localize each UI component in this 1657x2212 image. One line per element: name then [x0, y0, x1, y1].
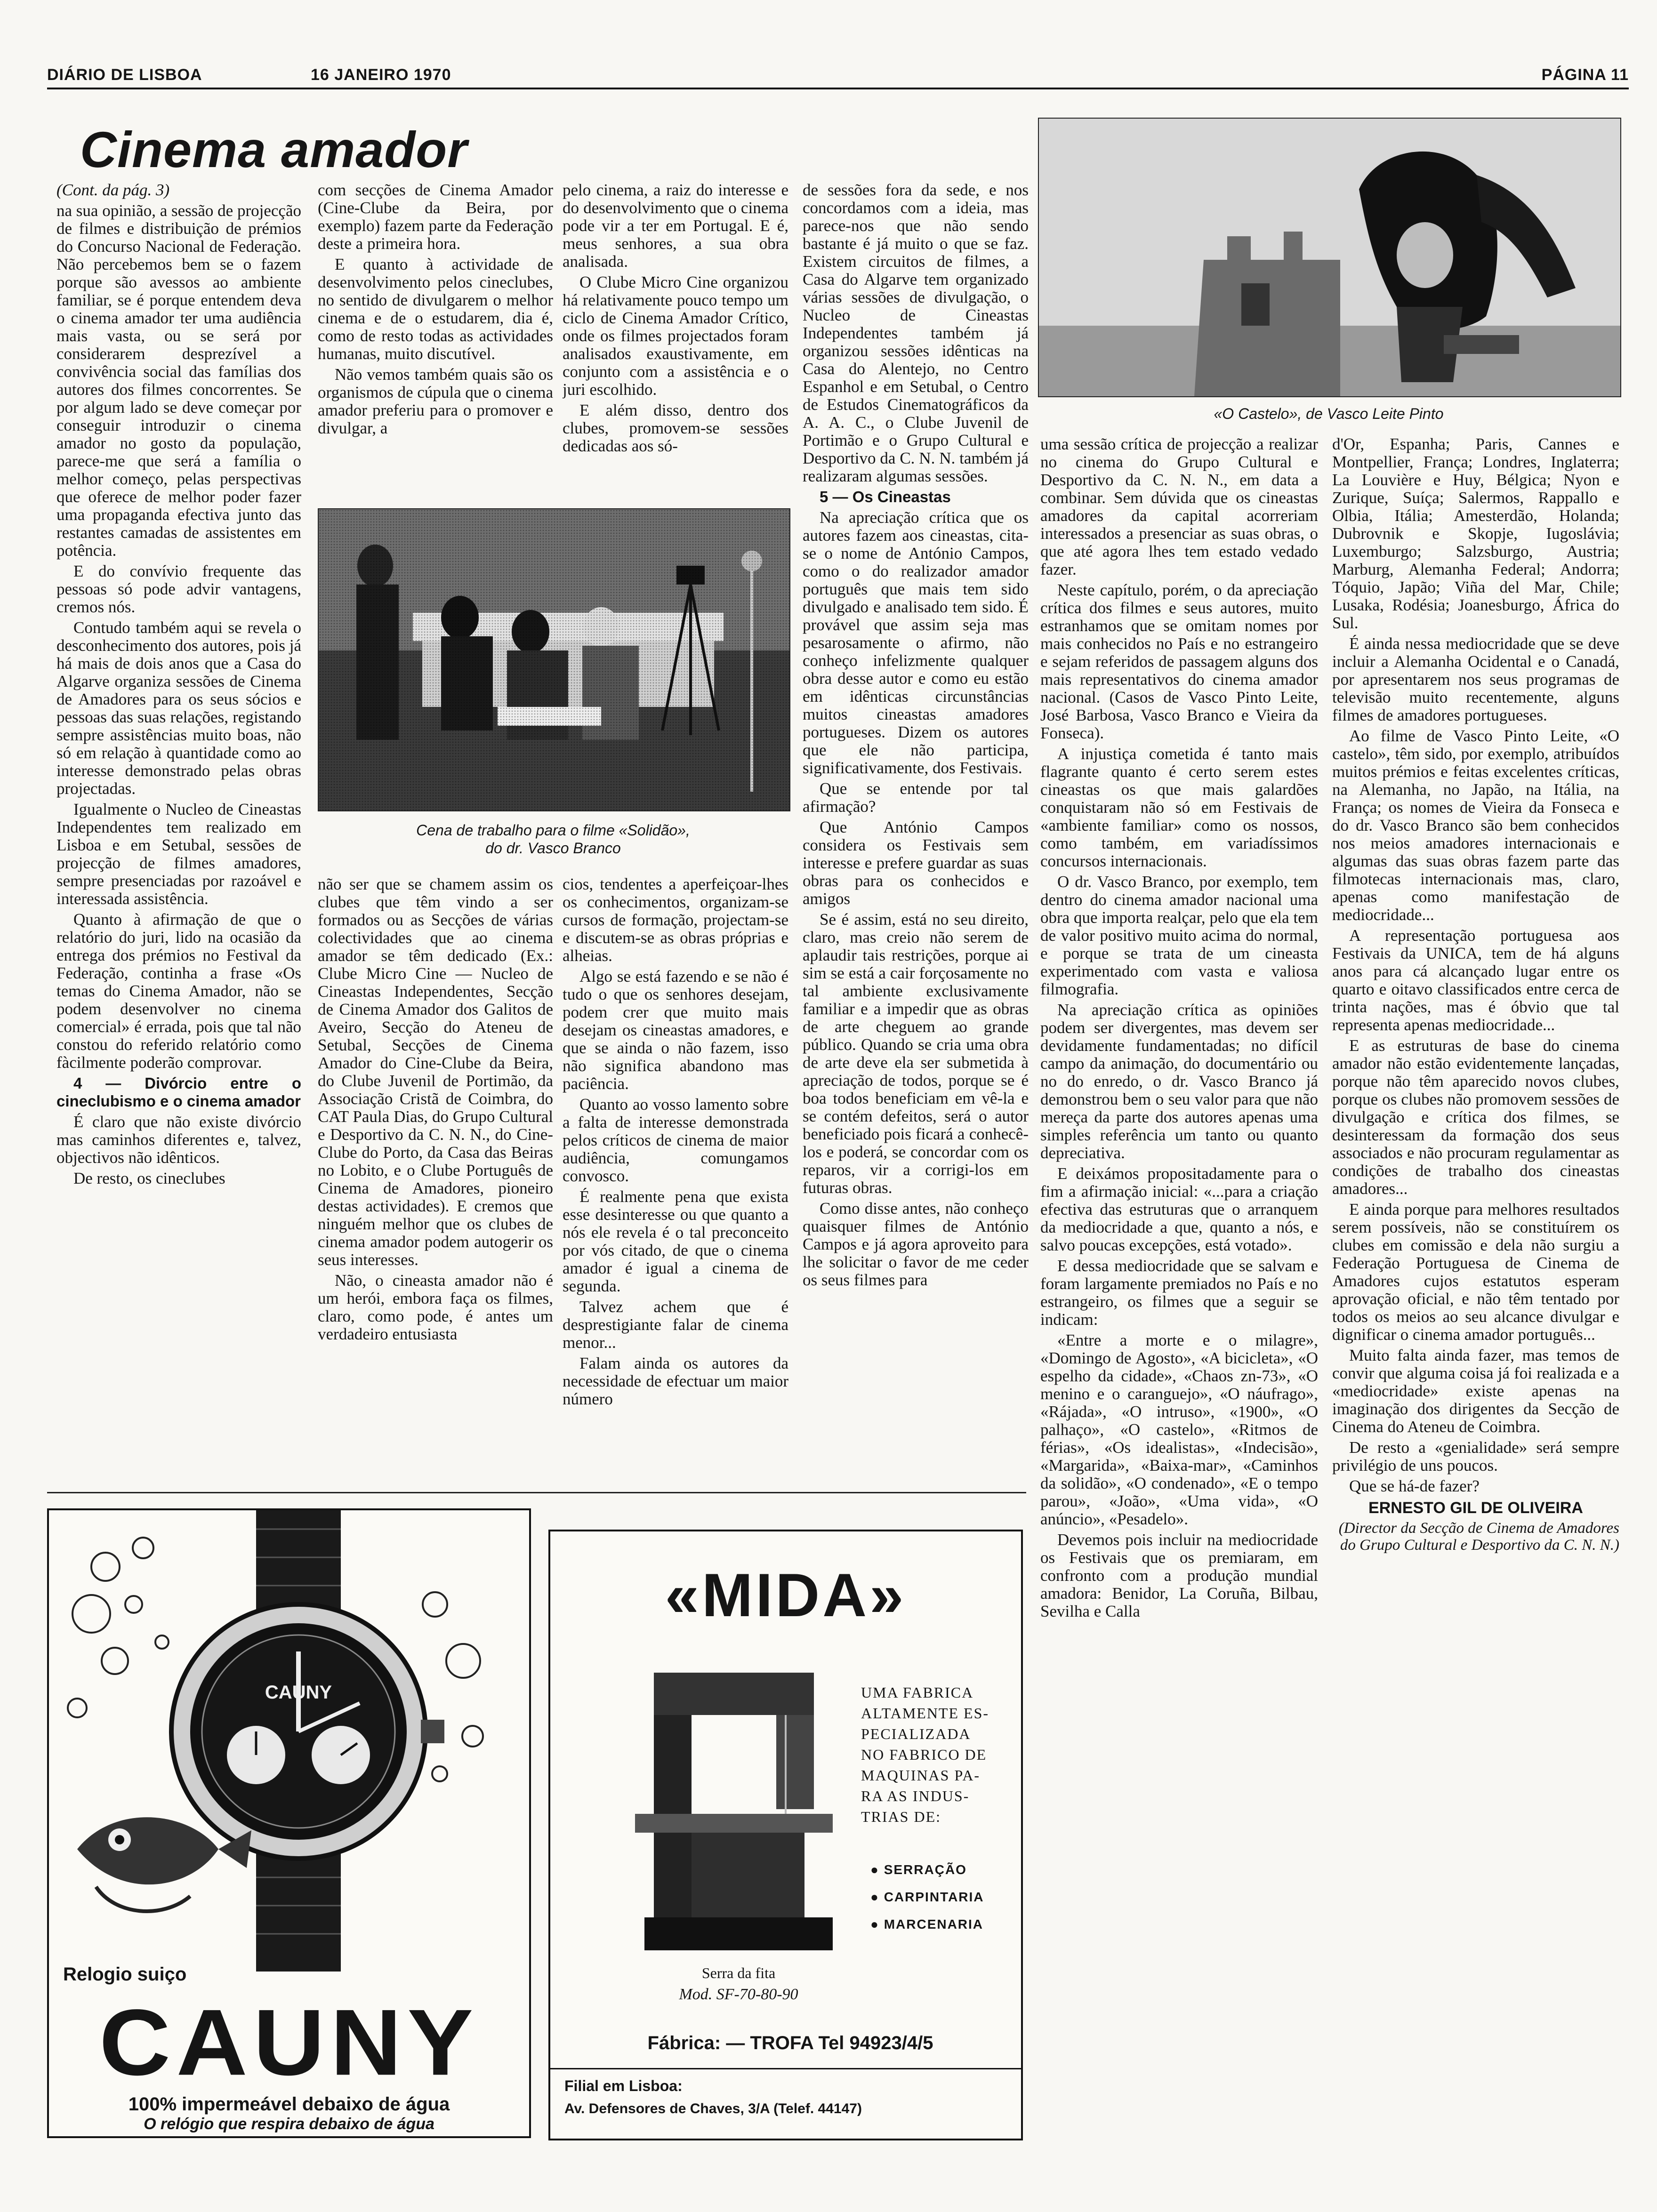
caption-line: do dr. Vasco Branco — [485, 840, 621, 857]
photo-film-set-image — [319, 509, 789, 810]
paragraph: Na apreciação crítica que os autores fazem aos cineastas, cita-se o nome de António Campos, como o do realizador amador português que mais tem sido divulgado e analisado tem sido. É provável que assim seja mas pesarosamente o afirmo, não conheço infelizmente qualquer obra desse autor e como eu estão em idênticas circunstâncias muitos cineastas amadores portugueses. Dizem os autores que ele não participa, significativamente, dos Festivais. — [803, 508, 1029, 777]
mida-description-line: PECIALIZADA — [861, 1725, 971, 1742]
cauny-headline: Relogio suiço — [58, 1962, 191, 1987]
mida-description — [861, 1682, 1012, 1827]
mida-divider — [550, 2068, 1021, 2069]
article-column-3-bottom — [563, 875, 788, 1485]
article-column-6 — [1332, 435, 1619, 2148]
list-item: ● CARPINTARIA — [870, 1890, 984, 1904]
paragraph: Muito falta ainda fazer, mas temos de convir que alguma coisa já foi realizada e a «mediocridade» existe apenas na imaginação dos dirigentes da Secção de Cinema do Ateneu de Coimbra. — [1332, 1346, 1619, 1436]
paragraph: uma sessão crítica de projecção a realizar no cinema do Grupo Cultural e Desportivo da C. N. N., em data a combinar. Sem dúvida que os cineastas amadores da capital acorreriam interessados a presenciar as suas obras, o que até agora lhes tem estado vedado fazer. — [1040, 435, 1318, 578]
ads-separator — [47, 1492, 1026, 1493]
paragraph: de sessões fora da sede, e nos concordamos com a ideia, mas parece-nos que não sendo bastante é já muito o que se faz. Existem circuitos de filmes, a Casa do Algarve tem organizado várias sessões de divulgação, o Nucleo de Cineastas Independentes também já organizou sessões idênticas na Casa do Alentejo, no Centro Espanhol e em Setubal, o Centro de Estudos Cinematográficos da A. A. C., o Clube Juvenil de Portimão e o Grupo Cultural e Desportivo da C. N. N. também já realizaram algumas sessões. — [803, 181, 1029, 485]
paragraph: Igualmente o Nucleo de Cineastas Independentes tem realizado em Lisboa e em Setubal, sessões de projecção de filmes amadores, sempre presenciadas por razoável e interessada assistência. — [56, 800, 301, 908]
paragraph: De resto, os cineclubes — [73, 1169, 225, 1187]
paragraph: Falam ainda os autores da necessidade de efectuar um maior número — [563, 1354, 788, 1408]
paragraph: E deixámos propositadamente para o fim a afirmação inicial: «...para a criação efectiva das estruturas que o arranquem da mediocridade a que, quanto a nós, e salvo poucas excepções, está votado». — [1040, 1164, 1318, 1254]
paragraph: Contudo também aqui se revela o desconhecimento dos autores, pois já há mais de dois anos que a Casa do Algarve organiza sessões de Cinema de Amadores para os seus sócios e pessoas das suas relações, registando sempre assistências muito boas, não só em relação à quantidade como ao interesse demonstrado pelas obras projectadas. — [56, 618, 301, 798]
article-column-3-top — [563, 181, 788, 501]
photo-o-castelo — [1038, 118, 1621, 397]
paragraph: Talvez achem que é desprestigiante falar de cinema menor... — [563, 1298, 788, 1352]
mida-description-line: TRIAS DE: — [861, 1808, 941, 1825]
newspaper-name: DIÁRIO DE LISBOA — [47, 66, 202, 84]
paragraph: É claro que não existe divórcio mas caminhos diferentes e, talvez, objectivos não idênticos. — [56, 1113, 301, 1167]
article-column-2-top — [318, 181, 553, 501]
article-column-2-bottom — [318, 875, 553, 1485]
bandsaw-machine-illustration — [635, 1673, 852, 1955]
mida-machine-model: Mod. SF-70-80-90 — [679, 1986, 798, 2003]
photo-film-set-caption — [318, 821, 788, 857]
paragraph: na sua opinião, a sessão de projecção de filmes e distribuição de prémios do Concurso Nacional de Federação. Não percebemos bem se o fazem porque são avessos ao ambiente familiar, se é porque entendem deva o cinema amador ter uma audiência mais vasta, ou se será por considerarem desprezível a convivência social das famílias dos autores dos filmes concorrentes. Se por algum lado se deve começar por conseguir introduzir o cinema amador no gosto da população, parece-me que será a família o melhor começo, pelas perspectivas que oferece de melhor poder fazer uma propaganda efectiva junto das restantes camadas de assistentes em potência. — [56, 201, 301, 560]
paragraph: Ao filme de Vasco Pinto Leite, «O castelo», têm sido, por exemplo, atribuídos muitos prémios e feitas excelentes críticas, na Alemanha, no Japão, na Itália, na França; os nomes de Vieira da Fonseca e do dr. Vasco Branco são bem conhecidos nos meios amadores internacionais e algumas das suas obras fazem parte das filmotecas internacionais mas, claro, apenas como manifestação de mediocridade... — [1332, 727, 1619, 924]
paragraph: A representação portuguesa aos Festivais da UNICA, tem de há alguns anos para cá alcançado lugar entre os quarto e oitavo classificados entre cerca de trinta nações, mas é óbvio que tal representa apenas mediocridade... — [1332, 926, 1619, 1034]
paragraph: «Entre a morte e o milagre», «Domingo de Agosto», «A bicicleta», «O espelho da cidade», «Chaos zn-73», «O menino e o caranguejo», «O náufrago», «Rájada», «O intruso», «1900», «O palhaço», «O castelo», «Ritmos de férias», «Os idealistas», «Indecisão», «Margarida», «Baixa-mar», «Caminhos da solidão», «O condenado», «E o tempo parou», «João», «Uma vida», «O anúncio», «Pesadelo». — [1040, 1331, 1318, 1528]
caption-line: Cena de trabalho para o filme «Solidão», — [416, 822, 690, 839]
paragraph: E ainda porque para melhores resultados serem possíveis, não se constituírem os clubes em comissão e dela não surgiu a Federação Portuguesa de Cinema de Amadores cujos estatutos esperam aprovação oficial, e não têm tentado por todos os meios ao seu alcance divulgar e dignificar o cinema amador português... — [1332, 1200, 1619, 1344]
paragraph: Que António Campos considera os Festivais sem interesse e prefere guardar as suas obras para os conhecidos e amigos — [803, 818, 1029, 908]
watch-dial-brand: CAUNY — [265, 1682, 332, 1703]
mida-description-line: RA AS INDUS- — [861, 1787, 970, 1804]
header-rule — [47, 88, 1629, 89]
paragraph: não ser que se chamem assim os clubes que têm vindo a ser formados ou as Secções de várias colectividades que ao cinema amador se têm dedicado (Ex.: Clube Micro Cine — Nucleo de Cineastas Independentes, Secção de Cinema Amador dos Galitos de Aveiro, Secção do Ateneu de Setubal, Secções de Cinema Amador do Cine-Clube da Beira, do Clube Juvenil de Portimão, da Associação Cristã de Coimbra, do CAT Paula Dias, do Grupo Cultural e Desportivo da C. N. N., do Cine-Clube do Porto, da Casa das Beiras no Lobito, e o Clube Português de Cinema de Amadores, pioneiro destas actividades). E cremos que ninguém melhor que os clubes de cinema amador podem autogerir os seus interesses. — [318, 875, 553, 1269]
paragraph: Não vemos também quais são os organismos de cúpula que o cinema amador preferiu para o promover e divulgar, a — [318, 365, 553, 437]
photo-o-castelo-image — [1039, 119, 1620, 396]
paragraph: Algo se está fazendo e se não é tudo o que os senhores desejam, podem crer que muito mais desejam os cineastas amadores, e que se ainda o não fazem, isso não significa abandono mas paciência. — [563, 967, 788, 1093]
cauny-advertisement — [47, 1508, 531, 2138]
paragraph: De resto a «genialidade» será sempre privilégio de uns poucos. — [1332, 1438, 1619, 1475]
mida-description-line: MAQUINAS PA- — [861, 1767, 981, 1784]
paragraph: com secções de Cinema Amador (Cine-Clube da Beira, por exemplo) fazem parte da Federação deste a primeira hora. — [318, 181, 553, 253]
page-number: PÁGINA 11 — [1541, 66, 1629, 84]
article-column-4 — [803, 181, 1029, 1485]
paragraph: E além disso, dentro dos clubes, promovem-se sessões dedicadas aos só- — [563, 401, 788, 455]
paragraph: Não, o cineasta amador não é um herói, embora faça os filmes, claro, como pode, é antes um verdadeiro entusiasta — [318, 1271, 553, 1343]
mida-machine-name: Serra da fita — [701, 1964, 776, 1981]
mida-description-line: UMA FABRICA — [861, 1684, 974, 1701]
cauny-watch-illustration — [49, 1510, 529, 1972]
cauny-brand-logo: CAUNY — [99, 1989, 479, 2095]
paragraph: cios, tendentes a aperfeiçoar-lhes os conhecimentos, organizam-se cursos de formação, projectam-se e discutem-se as obras próprias e alheias. — [563, 875, 788, 965]
paragraph: Neste capítulo, porém, o da apreciação crítica dos filmes e seus autores, muito estranhamos que se omitam nomes por mais conhecidos no País e no estrangeiro e sejam referidos de passagem alguns dos mais representativos do cinema amador nacional. (Casos de Vasco Pinto Leite, José Barbosa, Vasco Branco e Vieira da Fonseca). — [1040, 581, 1318, 742]
list-item: ● SERRAÇÃO — [870, 1862, 967, 1877]
mida-description-line: ALTAMENTE ES- — [861, 1705, 989, 1722]
paragraph: E quanto à actividade de desenvolvimento pelos cineclubes, no sentido de divulgarem o melhor cinema e de o estudarem, dia é, como de resto todas as actividades humanas, muito discutível. — [318, 255, 553, 363]
paragraph: Na apreciação crítica as opiniões podem ser divergentes, mas devem ser devidamente fundamentadas; no difícil campo da animação, do documentário ou no do enredo, o dr. Vasco Branco já demonstrou bem o seu valor para que não mereça da parte dos autores apenas uma simples referência um tanto ou quanto depreciativa. — [1040, 1001, 1318, 1162]
mida-advertisement — [548, 1530, 1023, 2140]
paragraph: Se é assim, está no seu direito, claro, mas creio não serem de aplaudir tais restrições, porque ai sim se está a cair forçosamente no tal ambiente exclusivamente familiar e a impedir que as obras de arte cheguem ao grande público. Quando se cria uma obra de arte deve ela ser submetida à apreciação de todos, porque se é boa todos beneficiam em vê-la e se contém defeitos, será o autor beneficiado pois ficará a conhecê-los e poderá, se concordar com os reparos, vir a corrigi-los em futuras obras. — [803, 910, 1029, 1197]
mida-branch-label: Filial em Lisboa: — [564, 2077, 683, 2094]
section-heading-4: 4 — Divórcio entre o cineclubismo e o cinema amador — [56, 1074, 301, 1110]
paragraph: pelo cinema, a raiz do interesse e do desenvolvimento que o cinema pode vir a ter em Portugal. E é, meus senhores, a sua obra analisada. — [563, 181, 788, 271]
author-role: (Director da Secção de Cinema de Amadores do Grupo Cultural e Desportivo da C. N. N.) — [1338, 1520, 1619, 1554]
photo-o-castelo-caption: «O Castelo», de Vasco Leite Pinto — [1214, 405, 1444, 422]
paragraph: É realmente pena que exista esse desinteresse ou que quanto a nós ele revela é o tal preconceito por vós citado, de que o cinema amador é igual a cinema de segunda. — [563, 1187, 788, 1295]
article-column-5 — [1040, 435, 1318, 2148]
cauny-waterproof-line: 100% impermeável debaixo de água — [128, 2094, 450, 2115]
paragraph: A injustiça cometida é tanto mais flagrante quanto é certo serem estes cineastas os que mais galardões conquistaram não só em Festivais de «ambiente familiar» como os nossos, como também, em variadíssimos concursos internacionais. — [1040, 745, 1318, 870]
cauny-tagline: O relógio que respira debaixo de água — [144, 2115, 434, 2133]
paragraph: E do convívio frequente das pessoas só pode advir vantagens, cremos nós. — [56, 562, 301, 616]
mida-industries-list — [870, 1856, 1012, 1938]
photo-film-set — [318, 508, 790, 811]
paragraph: O dr. Vasco Branco, por exemplo, tem dentro do cinema amador nacional uma obra que importa realçar, pelo que ela tem de valor positivo muito acima do normal, e porque se trata de um cineasta experimentado com vasta e valiosa filmografia. — [1040, 873, 1318, 998]
paragraph: E as estruturas de base do cinema amador não estão evidentemente lançadas, porque não têm aparecido novos clubes, porque os clubes não promovem sessões de divulgação e crítica dos filmes, se desinteressam da formação dos seus associados e não procuram regulamentar as condições de trabalho dos cineastas amadores... — [1332, 1036, 1619, 1198]
issue-date: 16 JANEIRO 1970 — [311, 66, 451, 84]
mida-factory-line: Fábrica: — TROFA Tel 94923/4/5 — [647, 2033, 933, 2053]
paragraph: Que se há-de fazer? — [1349, 1477, 1480, 1495]
mida-brand: «MIDA» — [665, 1561, 907, 1629]
article-title: Cinema amador — [80, 121, 468, 178]
mida-branch-address: Av. Defensores de Chaves, 3/A (Telef. 44147) — [564, 2101, 862, 2116]
paragraph: É ainda nessa mediocridade que se deve incluir a Alemanha Ocidental e o Canadá, por apresentarem nos seus programas de televisão muito recentemente, alguns filmes de amadores portugueses. — [1332, 634, 1619, 724]
list-item: ● MARCENARIA — [870, 1917, 984, 1931]
mida-description-line: NO FABRICO DE — [861, 1746, 987, 1763]
paragraph: Quanto à afirmação de que o relatório do juri, lido na ocasião da entrega dos prémios no Festival da Federação, continha a frase «Os temas do Cinema Amador, não se podem desenvolver no cinema comercial» é errada, pois que tal não constou do referido relatório como fàcilmente poderão comprovar. — [56, 910, 301, 1072]
paragraph: E dessa mediocridade que se salvam e foram largamente premiados no País e no estrangeiro, os filmes que a seguir se indicam: — [1040, 1257, 1318, 1329]
section-heading-5: 5 — Os Cineastas — [820, 488, 951, 505]
article-column-1 — [56, 181, 301, 1485]
page-header — [47, 66, 1629, 94]
paragraph: d'Or, Espanha; Paris, Cannes e Montpellier, França; Londres, Inglaterra; La Louvière e Huy, Bélgica; Nyon e Zurique, Suíça; Salermos, Rappallo e Olbia, Itália; Amesterdão, Holanda; Dubrovnik e Skopje, Iugoslávia; Luxemburgo; Salzsburgo, Austria; Marburg, Alemanha Federal; Andorra; Tóquio, Japão; Viña del Mar, Chile; Lusaka, Rodésia; Joanesburgo, África do Sul. — [1332, 435, 1619, 632]
paragraph: Quanto ao vosso lamento sobre a falta de interesse demonstrada pelos críticos de cinema de maior audiência, comungamos convosco. — [563, 1095, 788, 1185]
author-signature: ERNESTO GIL DE OLIVEIRA — [1368, 1499, 1583, 1517]
paragraph: Devemos pois incluir na mediocridade os Festivais que os premiaram, em confronto com a produção mundial amadora: Benidor, La Coruña, Bilbau, Sevilha e Calla — [1040, 1531, 1318, 1620]
paragraph: Que se entende por tal afirmação? — [803, 779, 1029, 816]
continuation-note: (Cont. da pág. 3) — [56, 181, 170, 199]
paragraph: O Clube Micro Cine organizou há relativamente pouco tempo um ciclo de Cinema Amador Crítico, onde os filmes projectados foram analisados exaustivamente, em conjunto com a assistência e o juri escolhido. — [563, 273, 788, 399]
paragraph: Como disse antes, não conheço quaisquer filmes de António Campos e já agora aproveito para lhe solicitar o favor de me ceder os seus filmes para — [803, 1199, 1029, 1289]
